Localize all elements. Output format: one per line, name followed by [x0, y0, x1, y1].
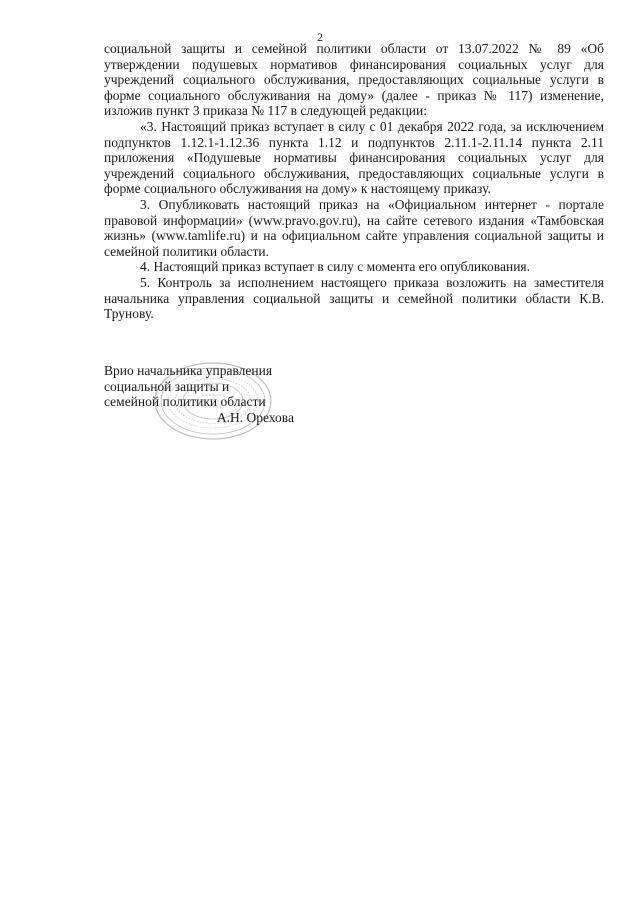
paragraph-item-3-publish: 3. Опубликовать настоящий приказ на «Официальном интернет - портале правовой информации» (www.pravo.gov.ru), на сайте сетевого издания «Тамбовская жизнь» (www.tamlife.ru) и на официальном сайте управления социальной защиты и семейной политики области.: [104, 196, 604, 259]
signature-position-line-3: семейной политики области: [104, 394, 266, 410]
paragraph-item-5-control: 5. Контроль за исполнением настоящего приказа возложить на заместителя начальника управления социальной защиты и семейной политики области К.В. Трунову.: [104, 274, 604, 322]
paragraph-item-4-effective: 4. Настоящий приказ вступает в силу с момента его опубликования.: [140, 259, 530, 275]
signature-position-line-1: Врио начальника управления: [104, 363, 273, 378]
page-number: 2: [317, 30, 323, 44]
paragraph-continuation: социальной защиты и семейной политики области от 13.07.2022 № 89 «Об утверждении подушевых нормативов финансирования социальных услуг для учреждений социального обслуживания, предоставляющих социальные услуги в форме социального обслуживания на дому» (далее - приказ № 117) изменение, изложив пункт 3 приказа № 117 в следующей редакции:: [104, 41, 604, 119]
document-body: [104, 41, 604, 322]
paragraph-quoted-item-3: «3. Настоящий приказ вступает в силу с 01 декабря 2022 года, за исключением подпунктов 1.12.1-1.12.36 пункта 1.12 и подпунктов 2.11.1-2.11.14 пункта 2.11 приложения «Подушевые нормативы финансирования социальных услуг для учреждений социального обслуживания, предоставляющих социальные услуги в форме социального обслуживания на дому» к настоящему приказу.: [104, 118, 604, 197]
signature-position-line-2: социальной защиты и: [104, 378, 230, 394]
signatory-name: А.Н. Орехова: [216, 409, 294, 425]
signature-block: [104, 363, 294, 425]
